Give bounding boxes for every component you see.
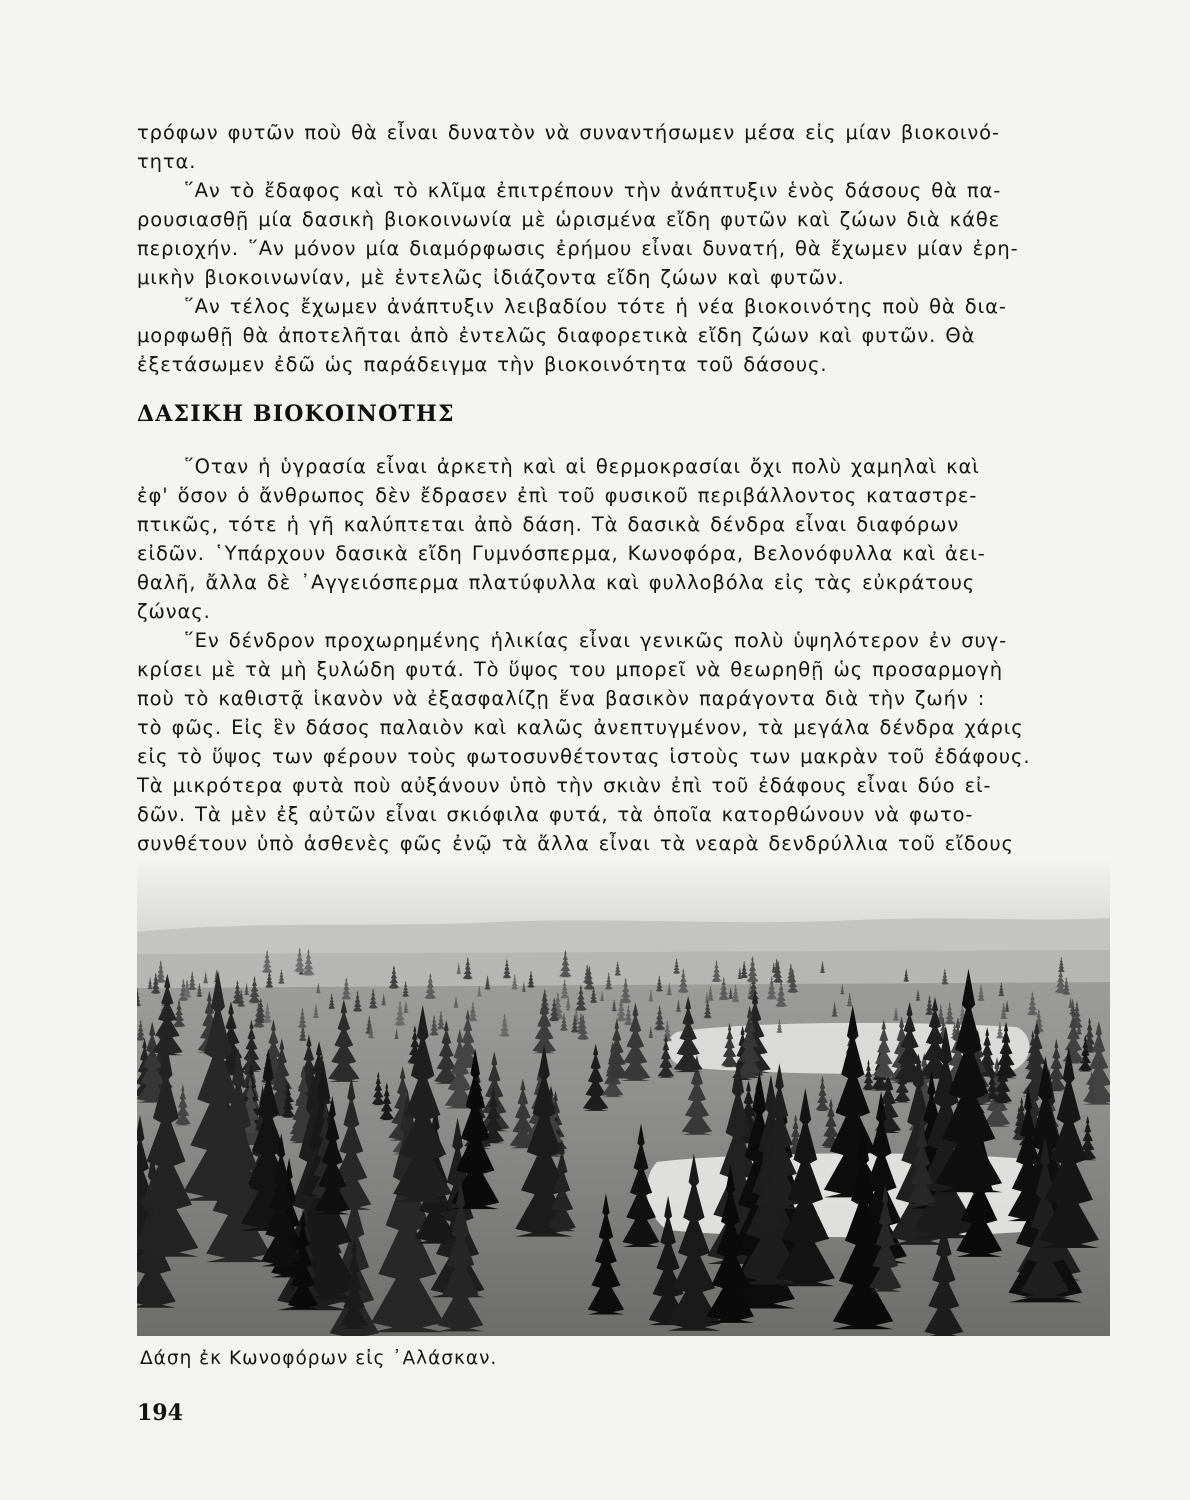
text-line: κρίσει μὲ τὰ μὴ ξυλώδη φυτά. Τὸ ὕψος του μπορεῖ νὰ θεωρηθῇ ὡς προσαρμογὴ — [137, 658, 1004, 681]
paragraph-continuation — [137, 118, 1117, 176]
paragraph-soil-climate — [137, 176, 1117, 292]
paragraph-tree-height — [137, 626, 1117, 858]
paragraph-meadow — [137, 292, 1117, 379]
paragraph-forest-conditions — [137, 452, 1117, 626]
text-line: μικὴν βιοκοινωνίαν, μὲ ἐντελῶς ἰδιάζοντα εἴδη ζώων καὶ φυτῶν. — [137, 266, 845, 289]
text-line: ζώνας. — [137, 600, 211, 623]
text-line: ῞Οταν ἡ ὑγρασία εἶναι ἀρκετὴ καὶ αἱ θερμοκρασίαι ὄχι πολὺ χαμηλαὶ καὶ — [184, 455, 980, 478]
text-line: συνθέτουν ὑπὸ ἀσθενὲς φῶς ἐνῷ τὰ ἄλλα εἶναι τὰ νεαρὰ δενδρύλλια τοῦ εἴδους — [137, 832, 1014, 855]
text-line: μορφωθῇ θὰ ἀποτελῆται ἀπὸ ἐντελῶς διαφορετικὰ εἴδη ζώων καὶ φυτῶν. Θὰ — [137, 324, 976, 347]
text-line: τὸ φῶς. Εἰς ἓν δάσος παλαιὸν καὶ καλῶς ἀνεπτυγμένον, τὰ μεγάλα δένδρα χάρις — [137, 716, 1024, 739]
text-line: ῞Αν τέλος ἔχωμεν ἀνάπτυξιν λειβαδίου τότε ἡ νέα βιοκοινότης ποὺ θὰ δια- — [184, 295, 1007, 318]
text-line: Τὰ μικρότερα φυτὰ ποὺ αὐξάνουν ὑπὸ τὴν σκιὰν ἐπὶ τοῦ ἐδάφους εἶναι δύο εἰ- — [137, 774, 992, 797]
text-line: ῞Εν δένδρον προχωρημένης ἡλικίας εἶναι γενικῶς πολὺ ὑψηλότερον ἐν συγ- — [184, 629, 1008, 652]
text-line: ἐφ' ὅσον ὁ ἄνθρωπος δὲν ἔδρασεν ἐπὶ τοῦ φυσικοῦ περιβάλλοντος καταστρε- — [137, 484, 978, 507]
text-line: ποὺ τὸ καθιστᾷ ἱκανὸν νὰ ἐξασφαλίζῃ ἕνα βασικὸν παράγοντα διὰ τὴν ζωήν : — [137, 687, 986, 710]
text-line: δῶν. Τὰ μὲν ἐξ αὐτῶν εἶναι σκιόφιλα φυτά, τὰ ὁποῖα κατορθώνουν νὰ φωτο- — [137, 803, 974, 826]
text-line: ῞Αν τὸ ἔδαφος καὶ τὸ κλῖμα ἐπιτρέπουν τὴν ἀνάπτυξιν ἑνὸς δάσους θὰ πα- — [184, 179, 1002, 202]
forest-photograph — [137, 862, 1110, 1336]
text-line: περιοχήν. ῞Αν μόνον μία διαμόρφωσις ἐρήμου εἶναι δυνατή, θὰ ἔχωμεν μίαν ἐρη- — [137, 237, 1019, 260]
figure-caption: Δάση ἐκ Κωνοφόρων εἰς ᾿Αλάσκαν. — [140, 1348, 498, 1369]
text-line: τητα. — [137, 150, 197, 173]
conifer-forest-image — [137, 862, 1110, 1336]
section-heading: ΔΑΣΙΚΗ ΒΙΟΚΟΙΝΟΤΗΣ — [137, 401, 455, 427]
text-line: ρουσιασθῇ μία δασικὴ βιοκοινωνία μὲ ὡρισμένα εἴδη φυτῶν καὶ ζώων διὰ κάθε — [137, 208, 1001, 231]
text-line: τρόφων φυτῶν ποὺ θὰ εἶναι δυνατὸν νὰ συναντήσωμεν μέσα εἰς μίαν βιοκοινό- — [137, 121, 1000, 144]
page-number: 194 — [137, 1400, 183, 1426]
text-line: ἐξετάσωμεν ἐδῶ ὡς παράδειγμα τὴν βιοκοινότητα τοῦ δάσους. — [137, 353, 828, 376]
text-line: πτικῶς, τότε ἡ γῆ καλύπτεται ἀπὸ δάση. Τὰ δασικὰ δένδρα εἶναι διαφόρων — [137, 513, 960, 536]
text-line: εἰδῶν. ῾Υπάρχουν δασικὰ εἴδη Γυμνόσπερμα, Κωνοφόρα, Βελονόφυλλα καὶ ἀει- — [137, 542, 986, 565]
text-line: εἰς τὸ ὕψος των φέρουν τοὺς φωτοσυνθέτοντας ἱστοὺς των μακρὰν τοῦ ἐδάφους. — [137, 745, 1031, 768]
text-line: θαλῆ, ἄλλα δὲ ᾿Αγγειόσπερμα πλατύφυλλα καὶ φυλλοβόλα εἰς τὰς εὐκράτους — [137, 571, 976, 594]
